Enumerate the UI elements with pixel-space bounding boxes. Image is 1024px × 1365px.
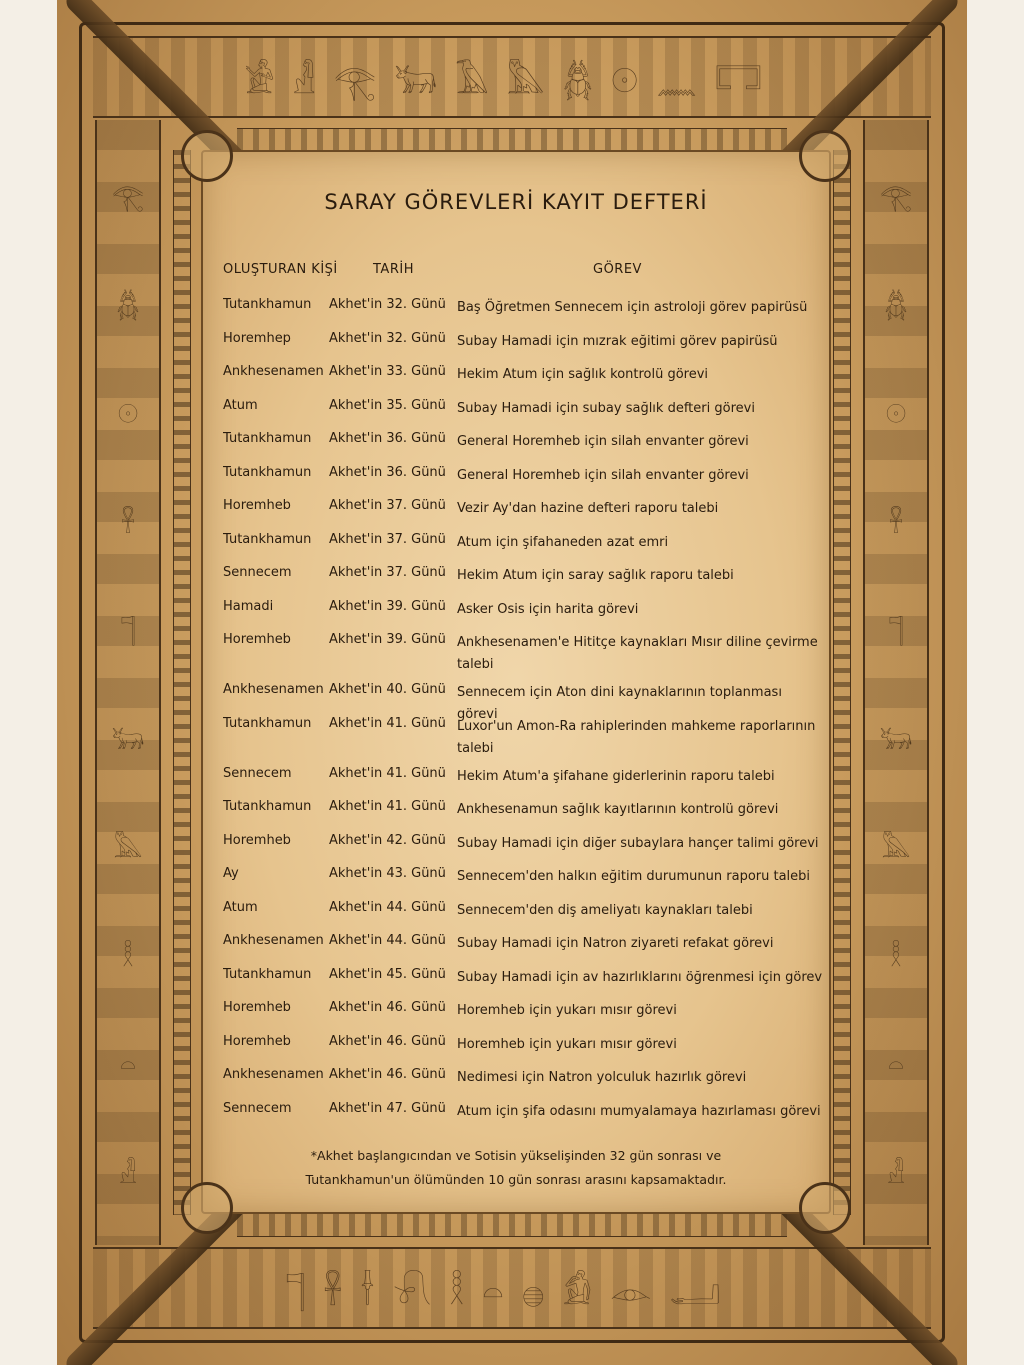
cell-date: Akhet'in 32. Günü	[329, 330, 446, 346]
poster	[57, 0, 967, 1365]
document-title: SARAY GÖREVLERİ KAYIT DEFTERİ	[324, 190, 708, 214]
hieroglyph-icon: 𓏏	[119, 1051, 137, 1082]
cell-date: Akhet'in 37. Günü	[329, 498, 446, 513]
hieroglyph-icon: 𓊹	[120, 617, 136, 648]
cell-creator: Tutankhamun	[223, 799, 312, 814]
hieroglyph-icon: 𓇳	[117, 400, 139, 431]
left-column-glyphs	[97, 140, 159, 1225]
cell-task: Atum için şifa odasını mumyalamaya hazırlaması görevi	[457, 1103, 821, 1119]
right-column-glyphs	[865, 140, 927, 1225]
column-header-creator: OLUŞTURAN KİŞİ	[223, 262, 338, 277]
bottom-inner-strip	[237, 1213, 787, 1237]
scroll-curl-icon	[799, 1182, 851, 1234]
cell-date: Akhet'in 45. Günü	[329, 966, 446, 982]
cell-date: Akhet'in 35. Günü	[329, 397, 446, 413]
cell-task: Subay Hamadi için Natron ziyareti refakat görevi	[457, 936, 774, 951]
cell-date: Akhet'in 42. Günü	[329, 832, 446, 848]
cell-creator: Tutankhamun	[223, 431, 312, 446]
cell-task: Sennecem'den halkın eğitim durumunun raporu talebi	[457, 869, 811, 884]
cell-creator: Horemheb	[223, 1033, 291, 1049]
cell-date: Akhet'in 44. Günü	[329, 899, 446, 915]
footnote	[263, 1144, 769, 1192]
cell-creator: Tutankhamun	[223, 966, 312, 982]
left-hieroglyph-column	[95, 120, 161, 1245]
cell-task: Sennecem için Aton dini kaynaklarının toplanması görevi	[457, 685, 782, 722]
cell-task: Ankhesenamun sağlık kayıtlarının kontrolü görevi	[457, 802, 779, 817]
hieroglyph-icon: 𓁐	[119, 1159, 137, 1190]
cell-date: Akhet'in 46. Günü	[329, 1033, 446, 1049]
cell-creator: Horemheb	[223, 1000, 291, 1015]
top-hieroglyphs: 𓀀𓁐𓂀𓃒𓄿𓅓𓆣𓇳𓈖𓉐	[244, 62, 780, 102]
right-hieroglyph-column	[863, 120, 929, 1245]
hieroglyph-icon: 𓏏	[887, 1051, 905, 1082]
hieroglyph-icon: 𓂀	[111, 183, 145, 214]
hieroglyph-icon: 𓅓	[113, 834, 143, 865]
cell-task: Vezir Ay'dan hazine defteri raporu talebi	[457, 501, 719, 516]
cell-task: Subay Hamadi için mızrak eğitimi görev papirüsü	[457, 333, 778, 349]
cell-task: Baş Öğretmen Sennecem için astroloji görev papirüsü	[457, 300, 808, 315]
cell-task: Hekim Atum'a şifahane giderlerinin raporu talebi	[457, 768, 775, 784]
cell-creator: Atum	[223, 899, 258, 915]
cell-date: Akhet'in 37. Günü	[329, 565, 446, 580]
hieroglyph-icon: 𓋹	[888, 508, 904, 539]
scroll-curl-icon	[181, 130, 233, 182]
scroll-curl-icon	[181, 1182, 233, 1234]
cell-creator: Sennecem	[223, 565, 292, 580]
cell-creator: Ankhesenamen	[223, 1067, 324, 1082]
hieroglyph-icon: 𓎛	[890, 942, 902, 973]
footnote-line-1: *Akhet başlangıcından ve Sotisin yükselişinden 32 gün sonrası ve	[310, 1148, 722, 1163]
cell-date: Akhet'in 32. Günü	[329, 297, 446, 312]
cell-task: Subay Hamadi için diğer subaylara hançer talimi görevi	[457, 835, 819, 851]
left-inner-column	[173, 150, 191, 1215]
cell-creator: Sennecem	[223, 765, 292, 781]
cell-creator: Tutankhamun	[223, 715, 312, 731]
cell-creator: Tutankhamun	[223, 531, 312, 547]
top-inner-strip	[237, 128, 787, 152]
top-hieroglyph-band	[93, 36, 931, 118]
cell-creator: Horemheb	[223, 832, 291, 848]
cell-creator: Ankhesenamen	[223, 933, 324, 948]
hieroglyph-icon: 𓆣	[116, 291, 140, 322]
cell-date: Akhet'in 36. Günü	[329, 464, 446, 480]
cell-date: Akhet'in 46. Günü	[329, 1000, 446, 1015]
cell-task: Horemheb için yukarı mısır görevi	[457, 1003, 677, 1018]
hieroglyph-icon: 𓎛	[122, 942, 134, 973]
cell-date: Akhet'in 33. Günü	[329, 364, 446, 379]
hieroglyph-icon: 𓆣	[884, 291, 908, 322]
cell-date: Akhet'in 37. Günü	[329, 531, 446, 547]
cell-creator: Tutankhamun	[223, 297, 312, 312]
cell-creator: Tutankhamun	[223, 464, 312, 480]
cell-task: Hekim Atum için saray sağlık raporu talebi	[457, 568, 734, 583]
cell-creator: Hamadi	[223, 598, 274, 614]
cell-date: Akhet'in 39. Günü	[329, 598, 446, 614]
cell-task: Sennecem'den diş ameliyatı kaynakları talebi	[457, 902, 753, 918]
cell-date: Akhet'in 40. Günü	[329, 682, 446, 697]
cell-task: Ankhesenamen'e Hititçe kaynakları Mısır diline çevirme talebi	[457, 635, 818, 672]
cell-task: Horemheb için yukarı mısır görevi	[457, 1036, 677, 1052]
cell-creator: Horemhep	[223, 330, 291, 346]
hieroglyph-icon: 𓃒	[111, 725, 145, 756]
hieroglyph-icon: 𓃒	[879, 725, 913, 756]
cell-date: Akhet'in 44. Günü	[329, 933, 446, 948]
cell-task: General Horemheb için silah envanter görevi	[457, 467, 749, 483]
cell-task: Luxor'un Amon-Ra rahiplerinden mahkeme raporlarının talebi	[457, 718, 816, 756]
hieroglyph-icon: 𓊹	[888, 617, 904, 648]
cell-task: Nedimesi için Natron yolculuk hazırlık görevi	[457, 1070, 747, 1085]
bottom-hieroglyphs: 𓊹𓋹𓌂𓍯𓎛𓏏𓐍𓀁𓁹𓂝	[285, 1273, 739, 1313]
hieroglyph-icon: 𓇳	[885, 400, 907, 431]
cell-task: Subay Hamadi için av hazırlıklarını öğrenmesi için görev	[457, 969, 823, 985]
cell-task: Subay Hamadi için subay sağlık defteri görevi	[457, 400, 755, 416]
column-header-task: GÖREV	[593, 262, 642, 277]
hieroglyph-icon: 𓁐	[887, 1159, 905, 1190]
cell-creator: Horemheb	[223, 632, 291, 647]
scroll-curl-icon	[799, 130, 851, 182]
bottom-hieroglyph-band	[93, 1247, 931, 1329]
cell-date: Akhet'in 41. Günü	[329, 715, 446, 731]
cell-date: Akhet'in 47. Günü	[329, 1100, 446, 1116]
cell-date: Akhet'in 41. Günü	[329, 765, 446, 781]
hieroglyph-icon: 𓂀	[879, 183, 913, 214]
cell-creator: Ankhesenamen	[223, 364, 324, 379]
parchment-scroll	[201, 150, 831, 1214]
column-header-date: TARİH	[373, 262, 414, 277]
cell-date: Akhet'in 46. Günü	[329, 1067, 446, 1082]
cell-date: Akhet'in 41. Günü	[329, 799, 446, 814]
cell-creator: Ankhesenamen	[223, 682, 324, 697]
hieroglyph-icon: 𓅓	[881, 834, 911, 865]
cell-task: Asker Osis için harita görevi	[457, 601, 639, 617]
cell-creator: Sennecem	[223, 1100, 292, 1116]
cell-date: Akhet'in 39. Günü	[329, 632, 446, 647]
cell-creator: Ay	[223, 866, 239, 881]
cell-date: Akhet'in 43. Günü	[329, 866, 446, 881]
footnote-line-2: Tutankhamun'un ölümünden 10 gün sonrası arasını kapsamaktadır.	[305, 1172, 727, 1187]
cell-task: Hekim Atum için sağlık kontrolü görevi	[457, 367, 709, 382]
right-inner-column	[833, 150, 851, 1215]
cell-task: General Horemheb için silah envanter görevi	[457, 434, 749, 449]
cell-creator: Horemheb	[223, 498, 291, 513]
hieroglyph-icon: 𓋹	[120, 508, 136, 539]
cell-date: Akhet'in 36. Günü	[329, 431, 446, 446]
cell-creator: Atum	[223, 397, 258, 413]
cell-task: Atum için şifahaneden azat emri	[457, 534, 669, 550]
